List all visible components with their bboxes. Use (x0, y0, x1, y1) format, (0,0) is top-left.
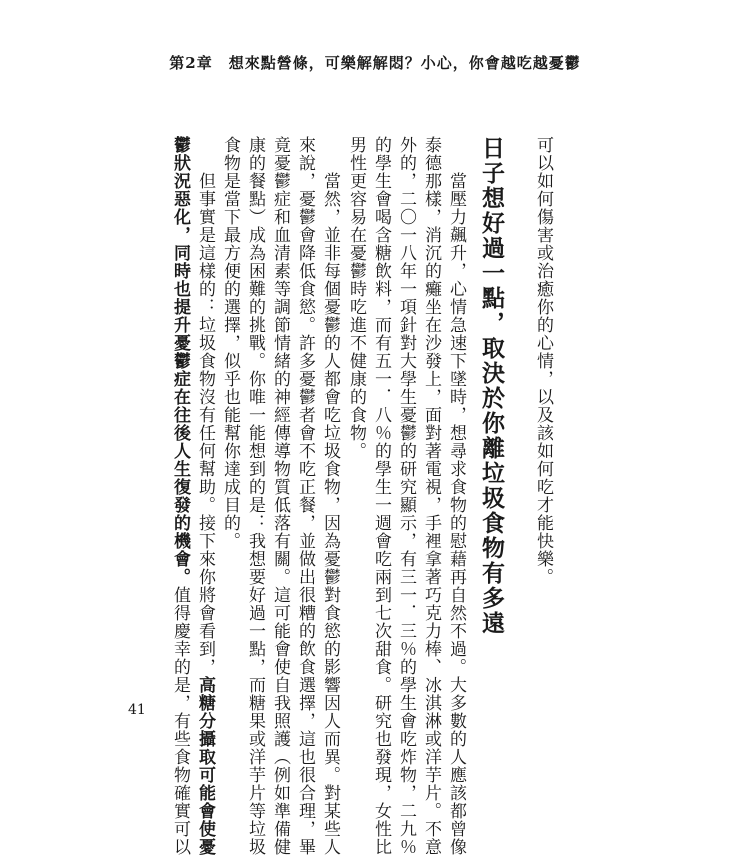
text-column-8: 當然，並非每個憂鬱的人都會吃垃圾食物，因為憂鬱對食慾的影響因人而異。對某些人 (320, 136, 340, 856)
text-segment: 值得慶幸的是，有些食物確實可以 (170, 586, 190, 856)
text-column-9: 來說，憂鬱會降低食慾。許多憂鬱者會不吃正餐，並做出很糟的飲食選擇，這也很合理，畢 (295, 136, 315, 856)
text-column-4: 泰德那樣，消沉的癱坐在沙發上，面對著電視，手裡拿著巧克力棒、冰淇淋或洋芋片。不意 (421, 136, 441, 856)
text-column-10: 竟憂鬱症和血清素等調節情緒的神經傳導物質低落有關。這可能會使自我照護（例如準備健 (270, 136, 290, 856)
text-column-11: 康的餐點）成為困難的挑戰。你唯一能想到的是：我想要好過一點，而糖果或洋芋片等垃圾 (245, 136, 265, 856)
text-column-1: 可以如何傷害或治癒你的心情，以及該如何吃才能快樂。 (533, 136, 553, 586)
page-number: 41 (128, 702, 146, 718)
text-column-13 (193, 136, 217, 856)
text-column-12: 食物是當下最方便的選擇，似乎也能幫你達成目的。 (220, 136, 240, 550)
text-column-14 (168, 136, 192, 856)
emphasis-text: 鬱狀況惡化，同時也提升憂鬱症在往後人生復發的機會。 (170, 136, 190, 586)
emphasis-text: 高糖分攝取可能會使憂 (195, 676, 215, 856)
text-column-5: 外的，二〇一八年一項針對大學生憂鬱的研究顯示，有三一．三％的學生會吃炸物，二九％ (396, 136, 416, 856)
text-segment: 但事實是這樣的：垃圾食物沒有任何幫助。接下來你將會看到， (195, 136, 215, 676)
running-header: 第2章 想來點營條，可樂解解悶？小心，你會越吃越憂鬱 (169, 54, 581, 72)
text-column-7: 男性更容易在憂鬱時吃進不健康的食物。 (346, 136, 366, 460)
section-heading: 日子想好過一點，取決於你離垃圾食物有多遠 (478, 136, 504, 636)
text-column-6: 的學生會喝含糖飲料，而有五一．八％的學生一週會吃兩到七次甜食。研究也發現，女性比 (371, 136, 391, 856)
text-column-3: 當壓力飆升，心情急速下墜時，想尋求食物的慰藉再自然不過。大多數的人應該都曾像 (446, 136, 466, 856)
